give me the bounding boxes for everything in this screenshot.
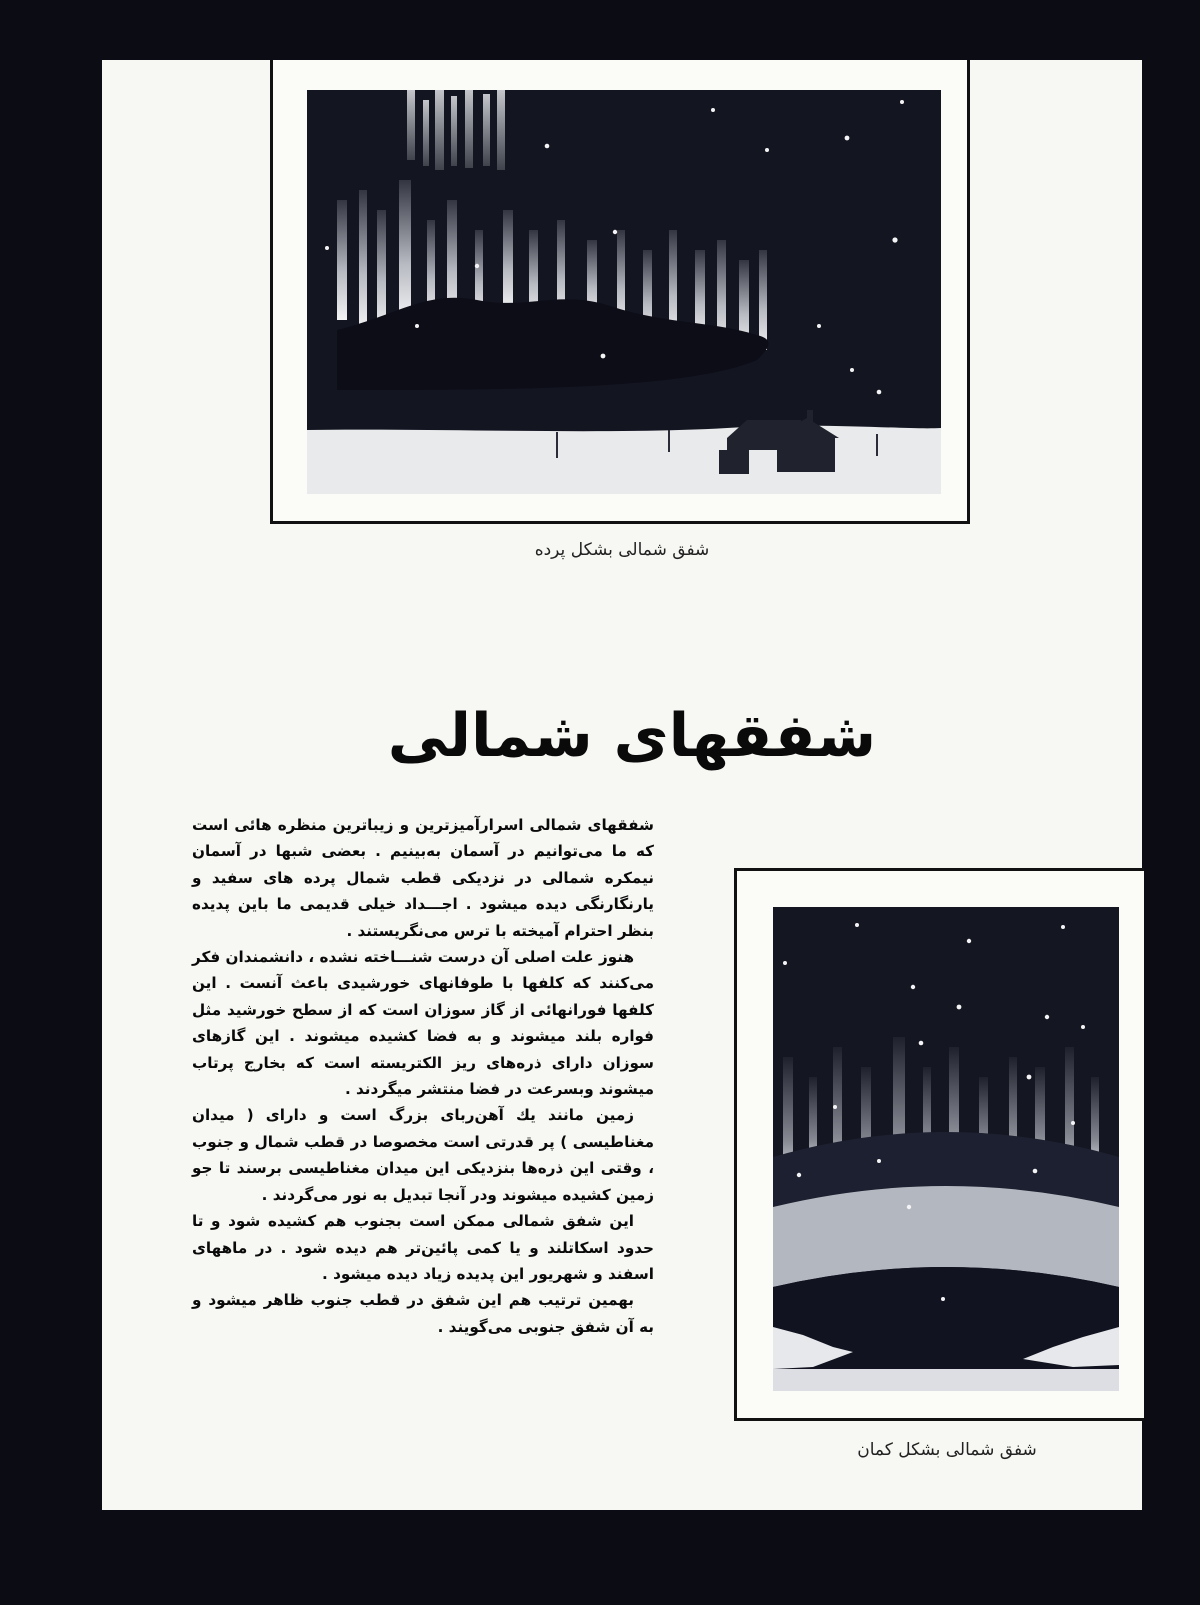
paragraph-5: بهمین ترتیب هم این شفق در قطب جنوب ظاهر میشود و به آن شفق جنوبی می‌گویند . <box>192 1291 654 1336</box>
aurora-curtain-svg <box>307 90 941 494</box>
bottom-image-caption: شفق شمالی بشکل کمان <box>857 1440 1037 1460</box>
paragraph-1: شفقهای شمالی اسرارآمیزترین و زیباترین منظره هائی است که ما می‌توانیم در آسمان به‌بینیم . بعضی شبها در آسمان نیمکره شمالی در نزدیکی قطب شمال پرده های سفید و یارنگارنگی دیده میشود . اجـــداد خیلی قدیمی ما باین پدیده بنظر احترام آمیخته با ترس می‌نگریستند . <box>192 816 654 940</box>
bottom-illustration-frame <box>734 868 1144 1421</box>
aurora-arc-illustration <box>773 907 1119 1391</box>
paragraph-4: این شفق شمالی ممکن است بجنوب هم کشیده شود و تا حدود اسکاتلند و یا کمی پائین‌تر هم دیده شود . در ماههای اسفند و شهریور این پدیده زیاد دیده میشود . <box>192 1212 654 1283</box>
paragraph-3: زمین مانند یك آهن‌ربای بزرگ است و دارای ( میدان مغناطیسی ) پر قدرتی است مخصوصا در قطب شمال و جنوب ، وقتی این ذره‌ها بنزدیکی این میدان مغناطیسی برسند تا جو زمین کشیده میشوند ودر آنجا تبدیل به نور می‌گردند . <box>192 1106 654 1204</box>
magazine-page <box>102 60 1142 1510</box>
article-title: شفقهای شمالی <box>387 701 877 771</box>
top-illustration-frame <box>270 60 970 524</box>
article-body <box>192 812 654 1340</box>
aurora-arc-svg <box>773 907 1119 1391</box>
top-image-caption: شفق شمالی بشکل پرده <box>534 540 710 560</box>
paragraph-2: هنوز علت اصلی آن درست شنـــاخته نشده ، دانشمندان فکر می‌کنند که کلفها با طوفانهای خورشیدی باعث آنست . این کلفها فورانهائی از گاز سوزان است که از سطح خورشید مثل فواره بلند میشوند و به فضا کشیده میشوند . این گازهای سوزان دارای ذره‌های ریز الکتریسته است که بخارج پرتاب میشوند وبسرعت در فضا منتشر میگردند . <box>192 948 654 1099</box>
aurora-curtain-illustration <box>307 90 941 494</box>
